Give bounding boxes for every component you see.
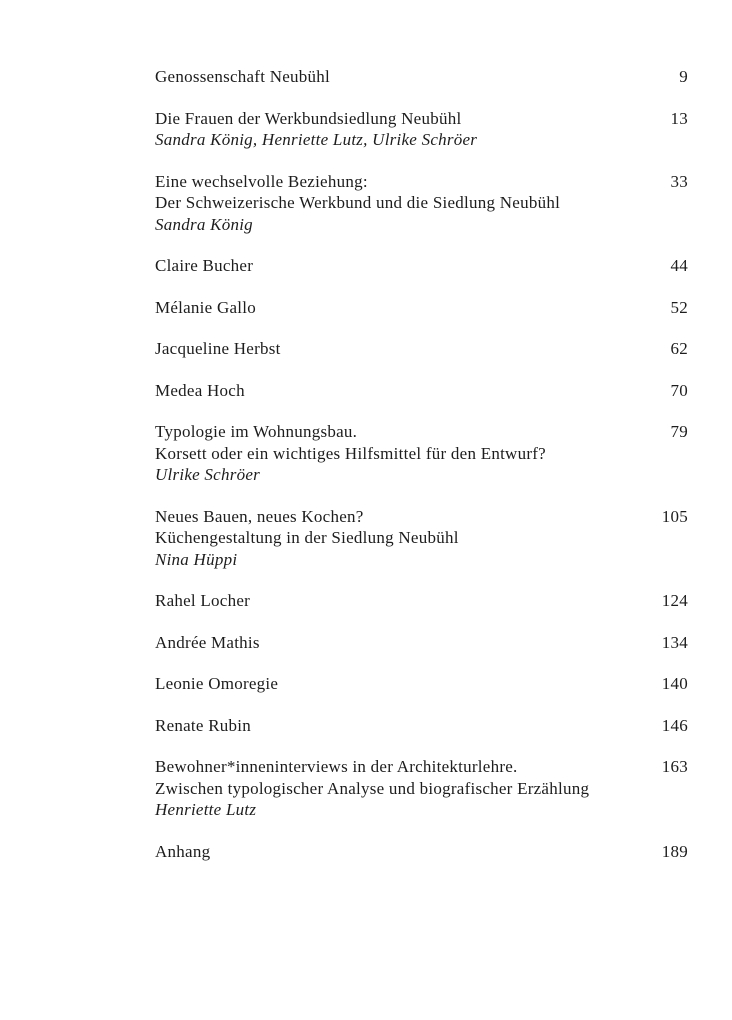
toc-entry [155, 673, 688, 695]
entry-authors: Sandra König, Henriette Lutz, Ulrike Schröer [155, 130, 478, 149]
entry-text [155, 255, 253, 277]
entry-text [155, 421, 546, 486]
entry-title [155, 756, 589, 799]
entry-page-number: 33 [670, 171, 688, 191]
entry-title-line: Der Schweizerische Werkbund und die Siedlung Neubühl [155, 193, 561, 212]
entry-page-number: 140 [661, 674, 688, 693]
toc-entry [155, 715, 688, 737]
entry-page-number: 163 [661, 757, 688, 776]
entry-text [155, 380, 245, 402]
entry-title-line: Rahel Locher [155, 591, 251, 610]
toc-entry [155, 66, 688, 88]
entry-title-line: Jacqueline Herbst [155, 339, 281, 358]
entry-page-number: 52 [670, 297, 688, 317]
toc-entry [155, 171, 688, 236]
entry-title-line: Eine wechselvolle Beziehung: [155, 171, 368, 191]
entry-text [155, 756, 589, 821]
entry-title-line: Zwischen typologischer Analyse und biografischer Erzählung [155, 778, 590, 798]
toc-entry [155, 421, 688, 486]
entry-title [155, 841, 210, 863]
entry-title [155, 673, 278, 695]
entry-title [155, 632, 260, 654]
entry-text [155, 632, 260, 654]
toc-entry [155, 756, 688, 821]
entry-page-number: 62 [670, 339, 688, 358]
entry-text [155, 673, 278, 695]
entry-title-line: Die Frauen der Werkbundsiedlung Neubühl [155, 108, 462, 128]
entry-title [155, 297, 256, 319]
entry-title-line: Anhang [155, 841, 211, 861]
entry-authors: Sandra König [155, 214, 253, 234]
toc-entry [155, 255, 688, 277]
entry-title [155, 506, 459, 549]
toc-entry [155, 841, 688, 863]
entry-page-number: 134 [661, 632, 688, 652]
entry-title-line: Leonie Omoregie [155, 674, 279, 693]
entry-page-number: 9 [679, 67, 688, 86]
toc-entry [155, 590, 688, 612]
toc-list [155, 66, 688, 882]
entry-title [155, 171, 560, 214]
entry-title [155, 338, 281, 360]
entry-authors: Nina Hüppi [155, 549, 238, 569]
entry-title-line: Claire Bucher [155, 256, 254, 275]
entry-authors: Henriette Lutz [155, 800, 257, 819]
entry-text [155, 171, 560, 236]
toc-entry [155, 632, 688, 654]
entry-title-line: Bewohner*inneninterviews in der Architekturlehre. [155, 757, 518, 776]
toc-entry [155, 506, 688, 571]
entry-text [155, 297, 256, 319]
entry-page-number: 70 [670, 380, 688, 400]
entry-text [155, 841, 210, 863]
toc-entry [155, 297, 688, 319]
entry-text [155, 338, 281, 360]
entry-title [155, 715, 251, 737]
entry-title-line: Neues Bauen, neues Kochen? [155, 506, 364, 526]
entry-page-number: 44 [670, 256, 688, 275]
toc-entry [155, 338, 688, 360]
entry-title-line: Genossenschaft Neubühl [155, 67, 330, 86]
entry-title-line: Korsett oder ein wichtiges Hilfsmittel für den Entwurf? [155, 443, 546, 463]
entry-title [155, 66, 330, 88]
entry-title [155, 108, 477, 130]
entry-title-line: Küchengestaltung in der Siedlung Neubühl [155, 528, 459, 547]
entry-text [155, 66, 330, 88]
entry-title [155, 590, 250, 612]
entry-page-number: 146 [661, 715, 688, 735]
entry-text [155, 715, 251, 737]
entry-text [155, 506, 459, 571]
entry-authors: Ulrike Schröer [155, 465, 261, 484]
entry-title [155, 255, 253, 277]
entry-title-line: Medea Hoch [155, 380, 245, 400]
entry-page-number: 13 [670, 108, 688, 128]
entry-title [155, 421, 546, 464]
entry-text [155, 590, 250, 612]
toc-entry [155, 380, 688, 402]
entry-title-line: Mélanie Gallo [155, 297, 256, 317]
entry-page-number: 79 [670, 422, 688, 441]
toc-entry [155, 108, 688, 151]
entry-title-line: Andrée Mathis [155, 632, 260, 652]
entry-page-number: 189 [661, 841, 688, 861]
entry-title [155, 380, 245, 402]
entry-text [155, 108, 477, 151]
entry-title-line: Typologie im Wohnungsbau. [155, 422, 358, 441]
entry-page-number: 124 [661, 591, 688, 610]
entry-page-number: 105 [661, 506, 688, 526]
entry-title-line: Renate Rubin [155, 715, 252, 735]
